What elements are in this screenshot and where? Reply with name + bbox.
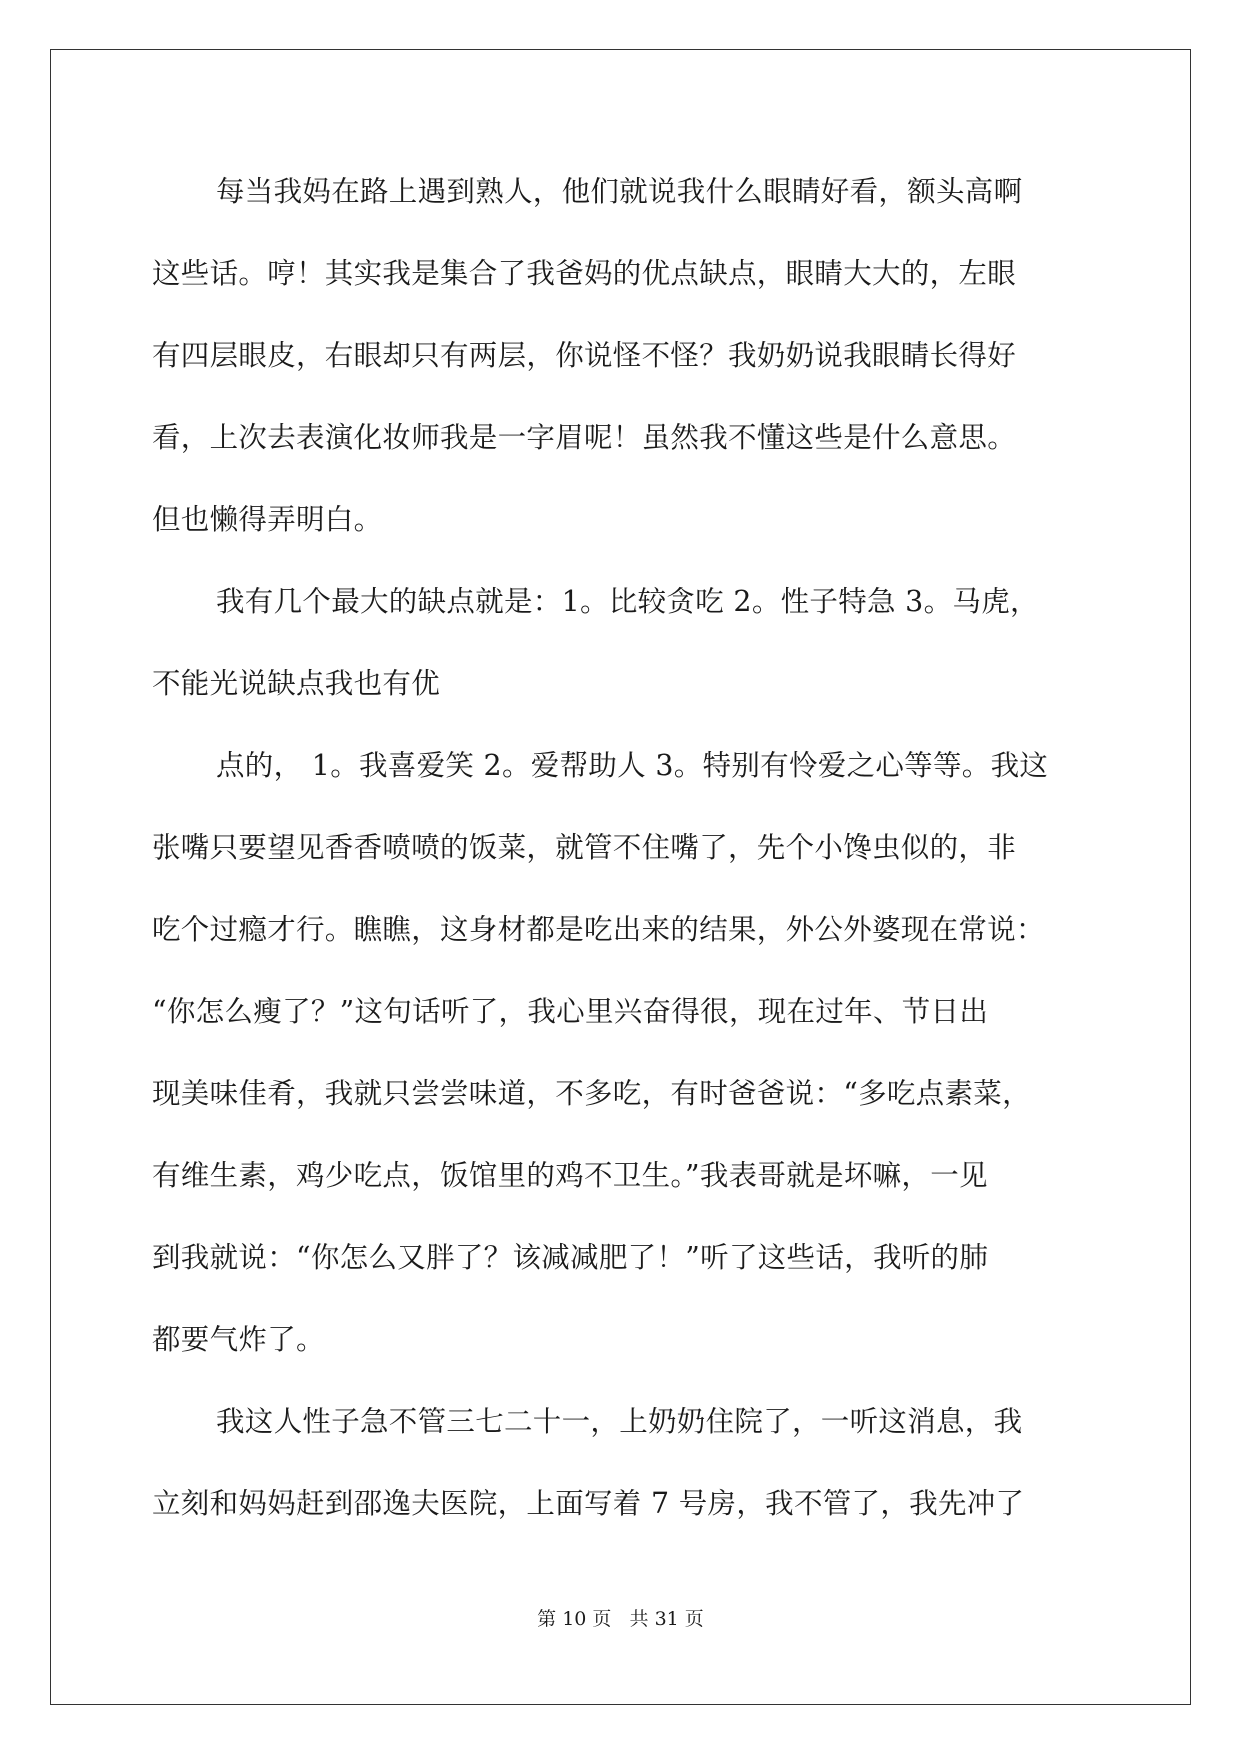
paragraph-line: 有四层眼皮，右眼却只有两层，你说怪不怪？我奶奶说我眼睛长得好 <box>152 339 1017 372</box>
paragraph-line: 这些话。哼！其实我是集合了我爸妈的优点缺点，眼睛大大的，左眼 <box>152 257 1017 290</box>
paragraph-line: 张嘴只要望见香香喷喷的饭菜，就管不住嘴了，先个小馋虫似的，非 <box>152 831 1017 864</box>
paragraph-line: 吃个过瘾才行。瞧瞧，这身材都是吃出来的结果，外公外婆现在常说： <box>152 913 1045 946</box>
paragraph-line: 每当我妈在路上遇到熟人，他们就说我什么眼睛好看，额头高啊 <box>216 175 1023 208</box>
paragraph-line: 点的， 1。我喜爱笑 2。爱帮助人 3。特别有怜爱之心等等。我这 <box>216 749 1049 782</box>
paragraph-line: 不能光说缺点我也有优 <box>152 667 441 700</box>
paragraph-line: 现美味佳肴，我就只尝尝味道，不多吃，有时爸爸说：“多吃点素菜， <box>152 1077 1031 1110</box>
paragraph-line: 我这人性子急不管三七二十一，上奶奶住院了，一听这消息，我 <box>216 1405 1023 1438</box>
paragraph-line: 有维生素，鸡少吃点，饭馆里的鸡不卫生。”我表哥就是坏嘛，一见 <box>152 1159 988 1192</box>
page-border <box>50 49 1191 1705</box>
paragraph-line: 立刻和妈妈赶到邵逸夫医院，上面写着 7 号房，我不管了，我先冲了 <box>152 1487 1025 1520</box>
page-number-footer: 第 10 页 共 31 页 <box>537 1608 704 1630</box>
paragraph-line: 但也懒得弄明白。 <box>152 503 383 536</box>
paragraph-line: 到我就说：“你怎么又胖了？该减减肥了！”听了这些话，我听的肺 <box>152 1241 989 1274</box>
paragraph-line: 都要气炸了。 <box>152 1323 325 1356</box>
paragraph-line: 看，上次去表演化妆师我是一字眉呢！虽然我不懂这些是什么意思。 <box>152 421 1017 454</box>
paragraph-line: “你怎么瘦了？”这句话听了，我心里兴奋得很，现在过年、节日出 <box>152 995 989 1028</box>
paragraph-line: 我有几个最大的缺点就是：1。比较贪吃 2。性子特急 3。马虎， <box>216 585 1039 618</box>
